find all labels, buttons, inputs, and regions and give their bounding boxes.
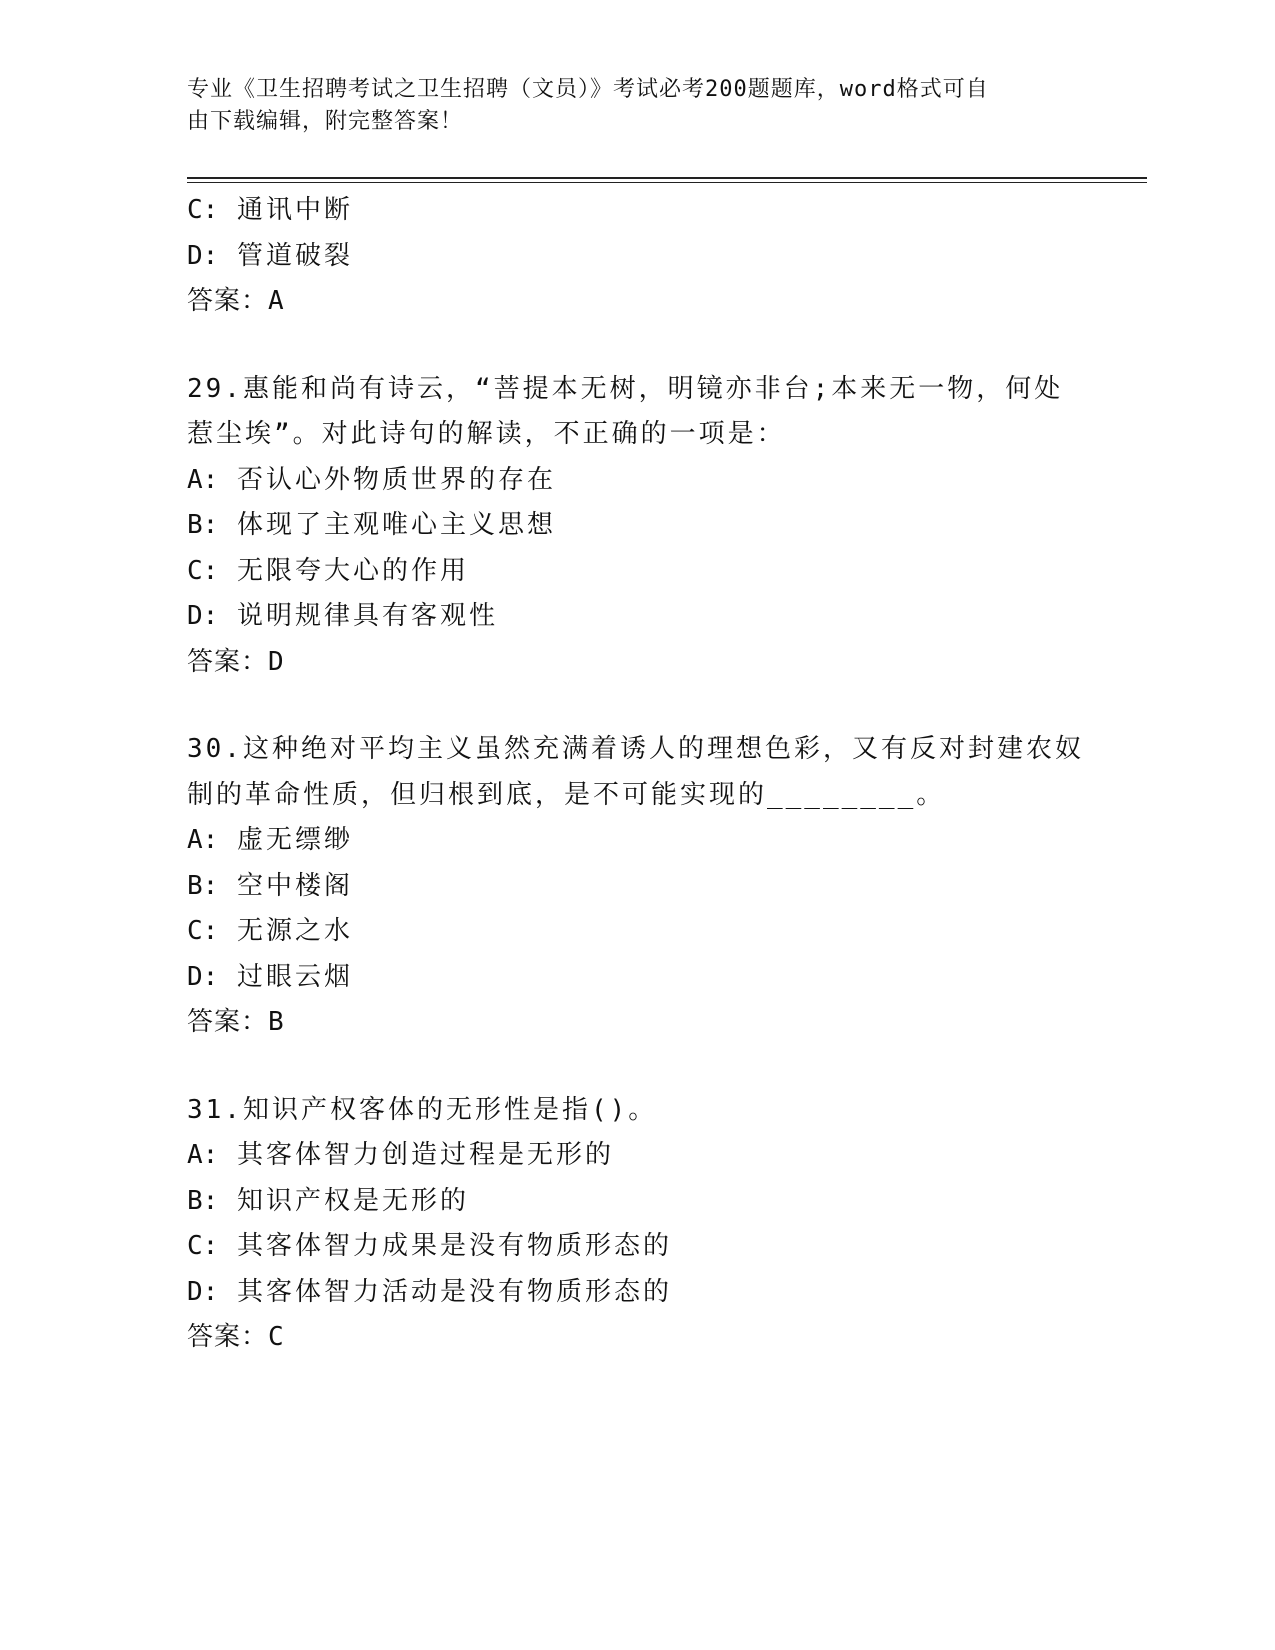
option-b <box>187 864 1147 910</box>
document-body <box>187 188 1147 1361</box>
page-header <box>187 74 1067 138</box>
option-letter: C: <box>187 1231 219 1261</box>
option-letter: B: <box>187 870 219 901</box>
option-letter: D: <box>187 240 219 271</box>
option-b <box>187 1179 1147 1225</box>
question-29 <box>187 367 1147 686</box>
option-text: 空中楼阁 <box>236 870 353 901</box>
question-30 <box>187 727 1147 1046</box>
option-text: 知识产权是无形的 <box>236 1185 469 1216</box>
option-letter: C: <box>187 555 219 586</box>
option-d <box>187 234 1147 280</box>
option-letter: D: <box>187 601 219 631</box>
option-a <box>187 1133 1147 1179</box>
option-letter: C: <box>187 916 219 946</box>
question-text-line: 惹尘埃”。对此诗句的解读，不正确的一项是： <box>187 419 786 449</box>
option-c <box>187 549 1147 595</box>
option-c <box>187 909 1147 955</box>
option-letter: A: <box>187 825 219 855</box>
option-d <box>187 955 1147 1001</box>
header-line-2: 由下载编辑，附完整答案！ <box>187 109 464 134</box>
question-28-continued <box>187 188 1147 325</box>
option-b <box>187 503 1147 549</box>
option-d <box>187 1270 1147 1316</box>
answer-line: 答案：D <box>187 646 285 677</box>
option-letter: A: <box>187 1140 219 1170</box>
answer-line: 答案：A <box>187 286 285 316</box>
option-letter: B: <box>187 510 219 540</box>
question-31 <box>187 1088 1147 1361</box>
header-rule-thick <box>187 177 1147 179</box>
option-letter: D: <box>187 1276 219 1307</box>
option-text: 体现了主观唯心主义思想 <box>236 510 556 540</box>
option-text: 通讯中断 <box>236 195 353 225</box>
option-text: 否认心外物质世界的存在 <box>236 464 556 495</box>
option-text: 其客体智力创造过程是无形的 <box>236 1140 614 1170</box>
option-letter: C: <box>187 195 219 225</box>
header-line-1: 专业《卫生招聘考试之卫生招聘（文员）》考试必考200题题库，word格式可自 <box>187 77 989 102</box>
option-a <box>187 818 1147 864</box>
option-text: 其客体智力成果是没有物质形态的 <box>236 1231 672 1261</box>
option-letter: B: <box>187 1185 219 1216</box>
option-c <box>187 1224 1147 1270</box>
answer-line: 答案：C <box>187 1322 285 1352</box>
option-text: 说明规律具有客观性 <box>236 601 498 631</box>
option-text: 管道破裂 <box>236 240 353 271</box>
option-a <box>187 458 1147 504</box>
option-text: 虚无缥缈 <box>236 825 353 855</box>
question-text-line: 30.这种绝对平均主义虽然充满着诱人的理想色彩，又有反对封建农奴 <box>187 734 1084 764</box>
option-c <box>187 188 1147 234</box>
option-d <box>187 594 1147 640</box>
option-letter: D: <box>187 961 219 992</box>
question-text-line: 31.知识产权客体的无形性是指()。 <box>187 1094 658 1125</box>
option-text: 过眼云烟 <box>236 961 353 992</box>
answer-line: 答案：B <box>187 1007 285 1037</box>
option-text: 无源之水 <box>236 916 353 946</box>
option-letter: A: <box>187 464 219 495</box>
option-text: 其客体智力活动是没有物质形态的 <box>236 1276 672 1307</box>
question-text-line: 制的革命性质，但归根到底，是不可能实现的________。 <box>187 779 946 810</box>
header-rule-thin <box>187 182 1147 183</box>
option-text: 无限夸大心的作用 <box>236 555 469 586</box>
question-text-line: 29.惠能和尚有诗云，“菩提本无树，明镜亦非台;本来无一物，何处 <box>187 373 1064 404</box>
